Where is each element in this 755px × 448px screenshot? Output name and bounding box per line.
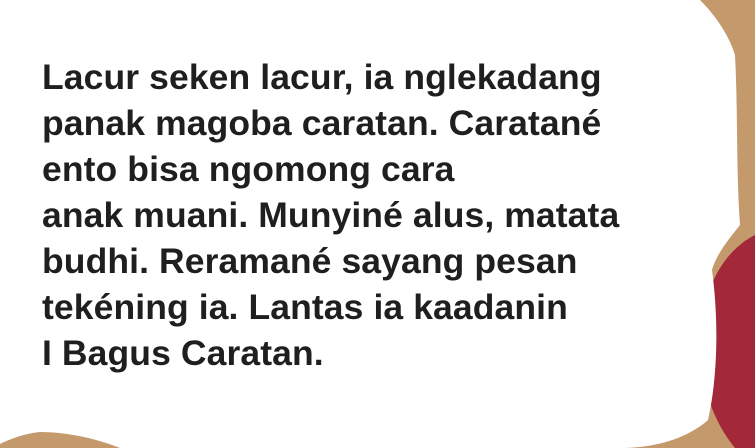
story-text [42, 54, 732, 376]
text-line: ento bisa ngomong cara [42, 149, 455, 189]
text-line: tekéning ia. Lantas ia kaadanin [42, 287, 568, 327]
text-line: budhi. Reramané sayang pesan [42, 241, 578, 281]
text-line: I Bagus Caratan. [42, 333, 324, 373]
text-line: anak muani. Munyiné alus, matata [42, 195, 620, 235]
text-line: panak magoba caratan. Caratané [42, 103, 602, 143]
text-line: Lacur seken lacur, ia nglekadang [42, 57, 602, 97]
